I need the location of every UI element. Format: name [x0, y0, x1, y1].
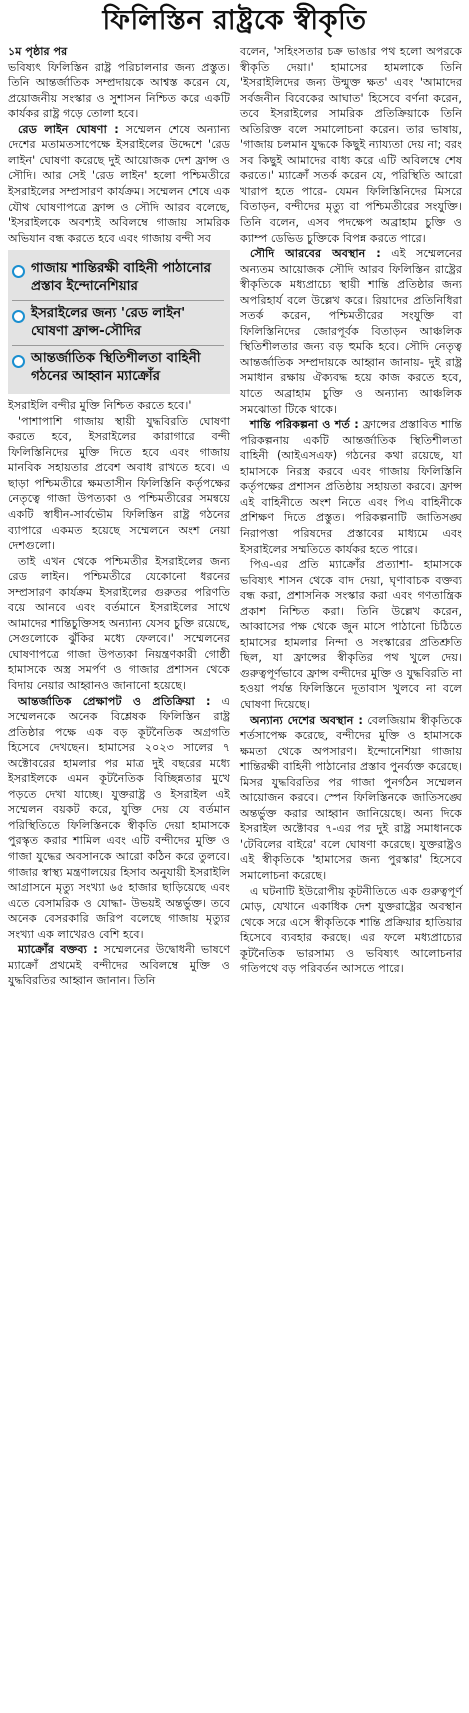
paragraph-text: এ ঘটনাটি ইউরোপীয় কূটনীতিতে এক গুরুত্বপূর্ণ মোড়, যেখানে একাধিক দেশ যুক্তরাষ্ট্রের অবস্থান থেকে সরে এসে স্বীকৃতিকে শান্তি প্রক্রিয়ার হাতিয়ার হিসেবে ব্যবহার করছে। এর ফলে মধ্যপ্রাচ্যের কূটনৈতিক ভারসাম্য ও ভবিষ্যৎ আলোচনার গতিপথে বড় পরিবর্তন আসতে পারে। [240, 884, 462, 976]
paragraph-text: এই সম্মেলনের অন্যতম আয়োজক সৌদি আরব ফিলিস্তিন রাষ্ট্রের স্বীকৃতিকে মধ্যপ্রাচ্যে স্থায়ী শান্তি প্রতিষ্ঠার জন্য অপরিহার্য বলে উল্লেখ করে। রিয়াদের প্রতিনিধিরা সতর্ক করেন, পশ্চিমতীরের সংযুক্তি বা ফিলিস্তিনিদের জোরপূর্বক বিতাড়ন আঞ্চলিক স্থিতিশীলতার জন্য বড় হুমকি হবে। সৌদি নেতৃত্ব আন্তর্জাতিক সম্প্রদায়কে আহ্বান জানায়- দুই রাষ্ট্র সমাধান রক্ষায় ঐক্যবদ্ধ হয়ে কাজ করতে হবে, যাতে অব্রাহাম চুক্তি ও অন্যান্য আঞ্চলিক সমঝোতা টিকে থাকে। [240, 247, 462, 416]
section-lead: সৌদি আরবের অবস্থান : [250, 247, 381, 261]
section-lead: ম্যাক্রোঁর বক্তব্য : [18, 943, 98, 957]
paragraph-text: সম্মেলনের উদ্বোধনী ভাষণে ম্যাক্রোঁ প্রথমেই বন্দীদের অবিলম্বে মুক্তি ও যুদ্ধবিরতির আহ্বান জানান। তিনি [8, 943, 230, 988]
highlight-item [12, 301, 224, 346]
circle-bullet-icon [12, 355, 25, 368]
article-paragraph [8, 398, 230, 414]
left-after-box [8, 398, 230, 989]
article-paragraph [8, 554, 230, 694]
highlight-text: আন্তর্জাতিক স্থিতিশীলতা বাহিনী গঠনের আহ্বান ম্যাক্রোঁর [31, 351, 201, 385]
paragraph-text: পিএ-এর প্রতি ম্যাক্রোঁর প্রত্যাশা- হামাসকে ভবিষ্যৎ শাসন থেকে বাদ দেয়া, ঘৃণাবাচক বক্তব্য বন্ধ করা, প্রশাসনিক সংস্কার করা এবং গণতান্ত্রিক প্রকাশ নিশ্চিত করা। তিনি উল্লেখ করেন, আব্বাসের পক্ষ থেকে জুন মাসে পাঠানো চিঠিতে হামাসের হামলার নিন্দা ও সংস্কারের প্রতিশ্রুতি ছিল, যা ফ্রান্সের স্বীকৃতির পথ খুলে দেয়। গুরুত্বপূর্ণভাবে ফ্রান্স বন্দীদের মুক্তি ও যুদ্ধবিরতি না হওয়া পর্যন্ত ফিলিস্তিনে দূতাবাস খুলবে না বলে ঘোষণা দিয়েছে। [240, 558, 462, 711]
article-paragraph [8, 942, 230, 989]
article-paragraph [8, 60, 230, 122]
section-lead: শান্তি পরিকল্পনা ও শর্ত : [250, 418, 359, 432]
highlight-text: ইসরাইলের জন্য 'রেড লাইন' ঘোষণা ফ্রান্স-সৌদির [31, 306, 186, 340]
highlight-text: গাজায় শান্তিরক্ষী বাহিনী পাঠানোর প্রস্তাব ইন্দোনেশিয়ার [31, 261, 211, 295]
article-paragraph [240, 557, 462, 712]
paragraph-text: ইসরাইলি বন্দীর মুক্তি নিশ্চিত করতে হবে।' [8, 399, 192, 413]
section-lead: রেড লাইন ঘোষণা : [18, 122, 119, 136]
circle-bullet-icon [12, 310, 25, 323]
left-before-box [8, 60, 230, 247]
article-columns [8, 44, 461, 989]
highlight-item [12, 256, 224, 301]
article-paragraph [240, 44, 462, 246]
article-paragraph [240, 713, 462, 884]
article-paragraph [8, 694, 230, 943]
paragraph-text: 'পাশাপাশি গাজায় স্থায়ী যুদ্ধবিরতি ঘোষণা করতে হবে, ইসরাইলের কারাগারে বন্দী ফিলিস্তিনিদের মুক্তি দিতে হবে এবং গাজায় মানবিক সহায়তার প্রবেশ অবাধ রাখতে হবে। এ ছাড়া পশ্চিমতীরে ক্ষমতাসীন ফিলিস্তিনি কর্তৃপক্ষের নেতৃত্বে গাজা উপত্যকা ও পশ্চিমতীরের সমন্বয়ে একটি স্বাধীন-সার্বভৌম ফিলিস্তিন রাষ্ট্র গঠনের ব্যাপারে একমত হয়েছে সম্মেলনে অংশ নেয়া দেশগুলো। [8, 414, 230, 553]
paragraph-text: ফ্রান্সের প্রস্তাবিত শান্তি পরিকল্পনায় একটি আন্তর্জাতিক স্থিতিশীলতা বাহিনী (আইএসএফ) গঠনের কথা রয়েছে, যা হামাসকে নিরস্ত্র করবে এবং গাজায় ফিলিস্তিনি কর্তৃপক্ষের প্রশাসন প্রতিষ্ঠায় সহায়তা করবে। ফ্রান্স এই বাহিনীতে অংশ নিতে এবং পিএ বাহিনীকে প্রশিক্ষণ দিতে প্রস্তুত। পরিকল্পনাটি জাতিসঙ্ঘ নিরাপত্তা পরিষদের প্রস্তাবের মাধ্যমে এবং ইসরাইলের সম্মতিতে কার্যকর হতে পারে। [240, 418, 462, 556]
article-paragraph [240, 246, 462, 417]
continued-from-label: ১ম পৃষ্ঠার পর [8, 45, 68, 58]
circle-bullet-icon [12, 265, 25, 278]
left-column [8, 44, 230, 989]
article-paragraph [240, 417, 462, 557]
highlights-box [8, 250, 230, 394]
section-lead: অন্যান্য দেশের অবস্থান : [250, 713, 363, 727]
article-paragraph [240, 884, 462, 977]
headline: ফিলিস্তিন রাষ্ট্রকে স্বীকৃতি [102, 5, 367, 36]
paragraph-text: ভবিষ্যৎ ফিলিস্তিন রাষ্ট্র পরিচালনার জন্য প্রস্তুত। তিনি আন্তর্জাতিক সম্প্রদায়কে আশ্বস্ত করেন যে, প্রয়োজনীয় সংস্কার ও সুশাসন নিশ্চিত করে একটি কার্যকর রাষ্ট্র গড়ে তোলা হবে। [8, 60, 230, 121]
article-paragraph [8, 122, 230, 246]
section-lead: আন্তর্জাতিক প্রেক্ষাপট ও প্রতিক্রিয়া : [18, 694, 211, 708]
right-column [240, 44, 462, 977]
highlight-item [12, 346, 224, 390]
paragraph-text: তাই এখন থেকে পশ্চিমতীর ইসরাইলের জন্য রেড লাইন। পশ্চিমতীরে যেকোনো ধরনের সম্প্রসারণ কার্যক্রম ইসরাইলের গুরুতর পরিণতি বয়ে আনবে এবং বর্তমানে ইসরাইলের সাথে আমাদের শান্তিচুক্তিসহ অন্যান্য যেসব চুক্তি রয়েছে, সেগুলোকে ঝুঁকির মধ্যে ফেলবে।' সম্মেলনের ঘোষণাপত্রে গাজা উপত্যকা নিয়ন্ত্রণকারী গোষ্ঠী হামাসকে অস্ত্র সমর্পণ ও গাজার প্রশাসন থেকে বিদায় নেয়ার আহ্বানও জানানো হয়েছে। [8, 554, 230, 692]
paragraph-text: এ সম্মেলনকে অনেক বিশ্লেষক ফিলিস্তিন রাষ্ট্র প্রতিষ্ঠার পক্ষে এক বড় কূটনৈতিক অগ্রগতি হিসেবে দেখছেন। হামাসের ২০২৩ সালের ৭ অক্টোবরের হামলার পর মাত্র দুই বছরের মধ্যে ইসরাইলকে এমন কূটনৈতিক বিচ্ছিন্নতার মুখে পড়তে দেখা যাচ্ছে। যুক্তরাষ্ট্র ও ইসরাইল এই সম্মেলন বয়কট করে, যুক্তি দেয় যে বর্তমান পরিস্থিতিতে ফিলিস্তিনকে স্বীকৃতি দেয়া হামাসকে পুরস্কৃত করার শামিল এবং এটি বন্দীদের মুক্তি ও গাজা যুদ্ধের অবসানকে আরো কঠিন করে তুলবে। গাজার স্বাস্থ্য মন্ত্রণালয়ের হিসাব অনুযায়ী ইসরাইলি আগ্রাসনে মৃত্যু সংখ্যা ৬৫ হাজার ছাড়িয়েছে এবং এতে বেসামরিক ও যোদ্ধা- উভয়ই অন্তর্ভুক্ত। তবে অনেক বেসরকারি জরিপ বলেছে গাজায় মৃত্যুর সংখ্যা এক লাখেরও বেশি হবে। [8, 694, 230, 941]
paragraph-text: বেলজিয়াম স্বীকৃতিকে শর্তসাপেক্ষ করেছে, বন্দীদের মুক্তি ও হামাসকে ক্ষমতা থেকে অপসারণ। ইন্দোনেশিয়া গাজায় শান্তিরক্ষী বাহিনী পাঠানোর প্রস্তাব পুনর্ব্যক্ত করেছে। মিসর যুদ্ধবিরতির পর গাজা পুনর্গঠন সম্মেলন আয়োজন করবে। স্পেন ফিলিস্তিনকে জাতিসঙ্ঘে অন্তর্ভুক্ত করার আহ্বান জানিয়েছে। অন্য দিকে ইসরাইল অক্টোবর ৭-এর পর দুই রাষ্ট্র সমাধানকে 'টেবিলের বাইরে' বলে ঘোষণা করেছে। যুক্তরাষ্ট্রও এই স্বীকৃতিকে 'হামাসের জন্য পুরস্কার' হিসেবে সমালোচনা করেছে। [240, 713, 463, 882]
article-paragraph [8, 414, 230, 554]
paragraph-text: বলেন, 'সহিংসতার চক্র ভাঙার পথ হলো অপরকে স্বীকৃতি দেয়া।' হামাসের হামলাকে তিনি 'ইসরাইলিদের জন্য উন্মুক্ত ক্ষত' এবং 'আমাদের সর্বজনীন বিবেকের আঘাত' হিসেবে বর্ণনা করেন, তবে ইসরাইলের সামরিক প্রতিক্রিয়াকে তিনি অতিরিক্ত বলে সমালোচনা করেন। তার ভাষায়, 'গাজায় চলমান যুদ্ধকে কিছুই ন্যায্যতা দেয় না; বরং সব কিছুই আমাদের বাধ্য করে এটি অবিলম্বে শেষ করতে।' ম্যাক্রোঁ সতর্ক করেন যে, পরিস্থিতি আরো খারাপ হতে পারে- যেমন ফিলিস্তিনিদের মিসরে বিতাড়ন, বন্দীদের মৃত্যু বা পশ্চিমতীরের সংযুক্তি। তিনি বলেন, এসব পদক্ষেপ অব্রাহাম চুক্তি ও ক্যাম্প ডেভিড চুক্তিকে বিপন্ন করতে পারে। [240, 45, 462, 245]
paragraph-text: সম্মেলন শেষে অন্যান্য দেশের মতামতসাপেক্ষে ইসরাইলের উদ্দেশে 'রেড লাইন' ঘোষণা করেছে দুই আয়োজক দেশ ফ্রান্স ও সৌদি। আর সেই 'রেড লাইন' হলো পশ্চিমতীরে ইসরাইলের সম্প্রসারণ কার্যক্রম। সম্মেলন শেষে এক যৌথ ঘোষণাপত্রে ফ্রান্স ও সৌদি আরব বলেছে, 'ইসরাইলকে অবশ্যই অবিলম্বে গাজায় সামরিক অভিযান বন্ধ করতে হবে এবং গাজায় বন্দী সব [8, 122, 230, 245]
